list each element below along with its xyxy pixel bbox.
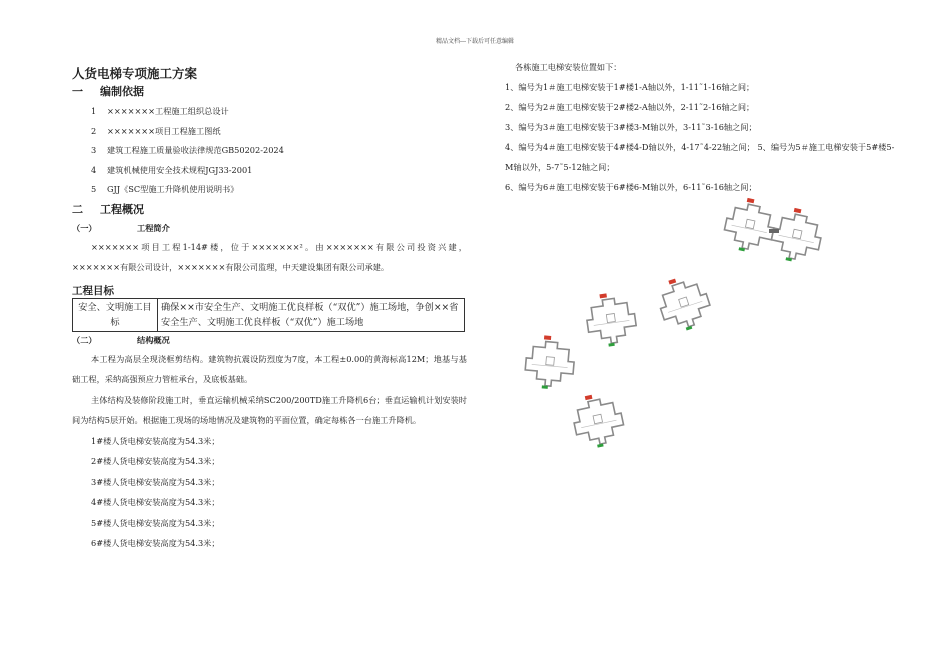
list-item (72, 180, 467, 200)
list-item-number: 5 (91, 184, 97, 194)
location-item: 4、编号为4＃施工电梯安装于4#楼4-D轴以外，4-17˜4-22轴之间； 5、编号为5＃施工电梯安装于5#楼5-M轴以外，5-7˜5-12轴之间； (505, 142, 895, 172)
building-plan-3 (584, 290, 639, 349)
goal-heading: 工程目标 (72, 284, 114, 297)
section-title: 编制依据 (100, 85, 144, 98)
intro-paragraph: ×××××××项目工程1-14#楼，位于×××××××²。由×××××××有限公司投资兴建，×××××××有限公司设计，×××××××有限公司监理，中天建设集团有限公司承建。 (72, 241, 467, 272)
height-line: 5#楼人货电梯安装高度为54.3米； (91, 517, 220, 528)
location-item: 6、编号为6＃施工电梯安装于6#楼6-M轴以外，6-11˜6-16轴之间； (505, 182, 757, 192)
left-column (72, 64, 467, 554)
goal-value-cell: 确保××市安全生产、文明施工优良样板（“双优”）施工场地，争创××省安全生产、文明施工优良样板（“双优”）施工场地 (158, 298, 465, 331)
list-item (72, 102, 467, 122)
elevator-paragraph: 主体结构及装修阶段施工时，垂直运输机械采纳SC200/200TD施工升降机6台；垂直运输机计划安装时间为结构5层开始。根据施工现场的场地情况及建筑物的平面位置，确定每栋各一台施工升降机。 (72, 394, 467, 425)
subsection-number: （二） (72, 334, 97, 345)
list-item (72, 122, 467, 142)
table-row (73, 298, 465, 331)
location-item: 2、编号为2＃施工电梯安装于2#楼2-A轴以外，2-11˜2-16轴之间； (505, 102, 755, 112)
section-number: 一 (72, 85, 83, 98)
document-title: 人货电梯专项施工方案 (72, 66, 198, 81)
location-intro: 各栋施工电梯安装位置如下： (515, 62, 622, 72)
site-plan-svg (505, 195, 810, 445)
location-item: 1、编号为1＃施工电梯安装于1#楼1-A轴以外，1-11˜1-16轴之间； (505, 82, 755, 92)
subsection-title: 工程简介 (137, 222, 170, 233)
list-item-number: 4 (91, 164, 97, 175)
list-item-number: 2 (91, 125, 97, 136)
goal-table (72, 298, 465, 332)
right-column (505, 57, 895, 197)
list-item (72, 161, 467, 181)
section-heading (72, 82, 467, 102)
list-item-text: GJJ《SC型施工升降机使用说明书》 (107, 184, 239, 194)
subsection-heading (72, 220, 467, 237)
height-line: 2#楼人货电梯安装高度为54.3米； (91, 456, 220, 466)
height-line: 1#楼人货电梯安装高度为54.3米； (91, 435, 220, 446)
site-plan-diagram (505, 195, 750, 445)
subsection-heading (72, 332, 467, 349)
subsection-title: 结构概况 (137, 334, 170, 345)
list-item-text: 建筑机械使用安全技术规程JGJ33-2001 (107, 164, 253, 175)
height-line: 6#楼人货电梯安装高度为54.3米； (91, 538, 220, 548)
list-item-number: 1 (91, 106, 97, 116)
section-number: 二 (72, 202, 83, 216)
section-title: 工程概况 (100, 202, 144, 216)
subsection-number: （一） (72, 222, 97, 233)
building-plan-1 (524, 334, 576, 391)
list-item-text: 建筑工程施工质量验收法律规范GB50202-2024 (107, 145, 284, 155)
section-heading (72, 200, 467, 220)
list-item-text: ×××××××项目工程施工图纸 (107, 125, 221, 136)
list-item-text: ×××××××工程施工组织总设计 (107, 106, 229, 116)
list-item (72, 141, 467, 161)
list-item-number: 3 (91, 145, 97, 155)
height-line: 4#楼人货电梯安装高度为54.3米； (91, 497, 220, 507)
goal-label-cell: 安全、文明施工目标 (73, 298, 158, 331)
height-line: 3#楼人货电梯安装高度为54.3米； (91, 476, 220, 487)
location-item: 3、编号为3＃施工电梯安装于3#楼3-M轴以外，3-11˜3-16轴之间； (505, 122, 757, 132)
building-plan-double (721, 195, 826, 267)
page-header: 精品文档---下载后可任意编辑 (435, 38, 515, 45)
building-plan-6 (569, 390, 627, 452)
building-plan-4 (653, 271, 715, 336)
structure-paragraph: 本工程为高层全现浇框剪结构。建筑物抗震设防烈度为7度，本工程±0.00的黄海标高12M；地基与基础工程，采纳高强预应力管桩承台，及底板基础。 (72, 353, 467, 384)
